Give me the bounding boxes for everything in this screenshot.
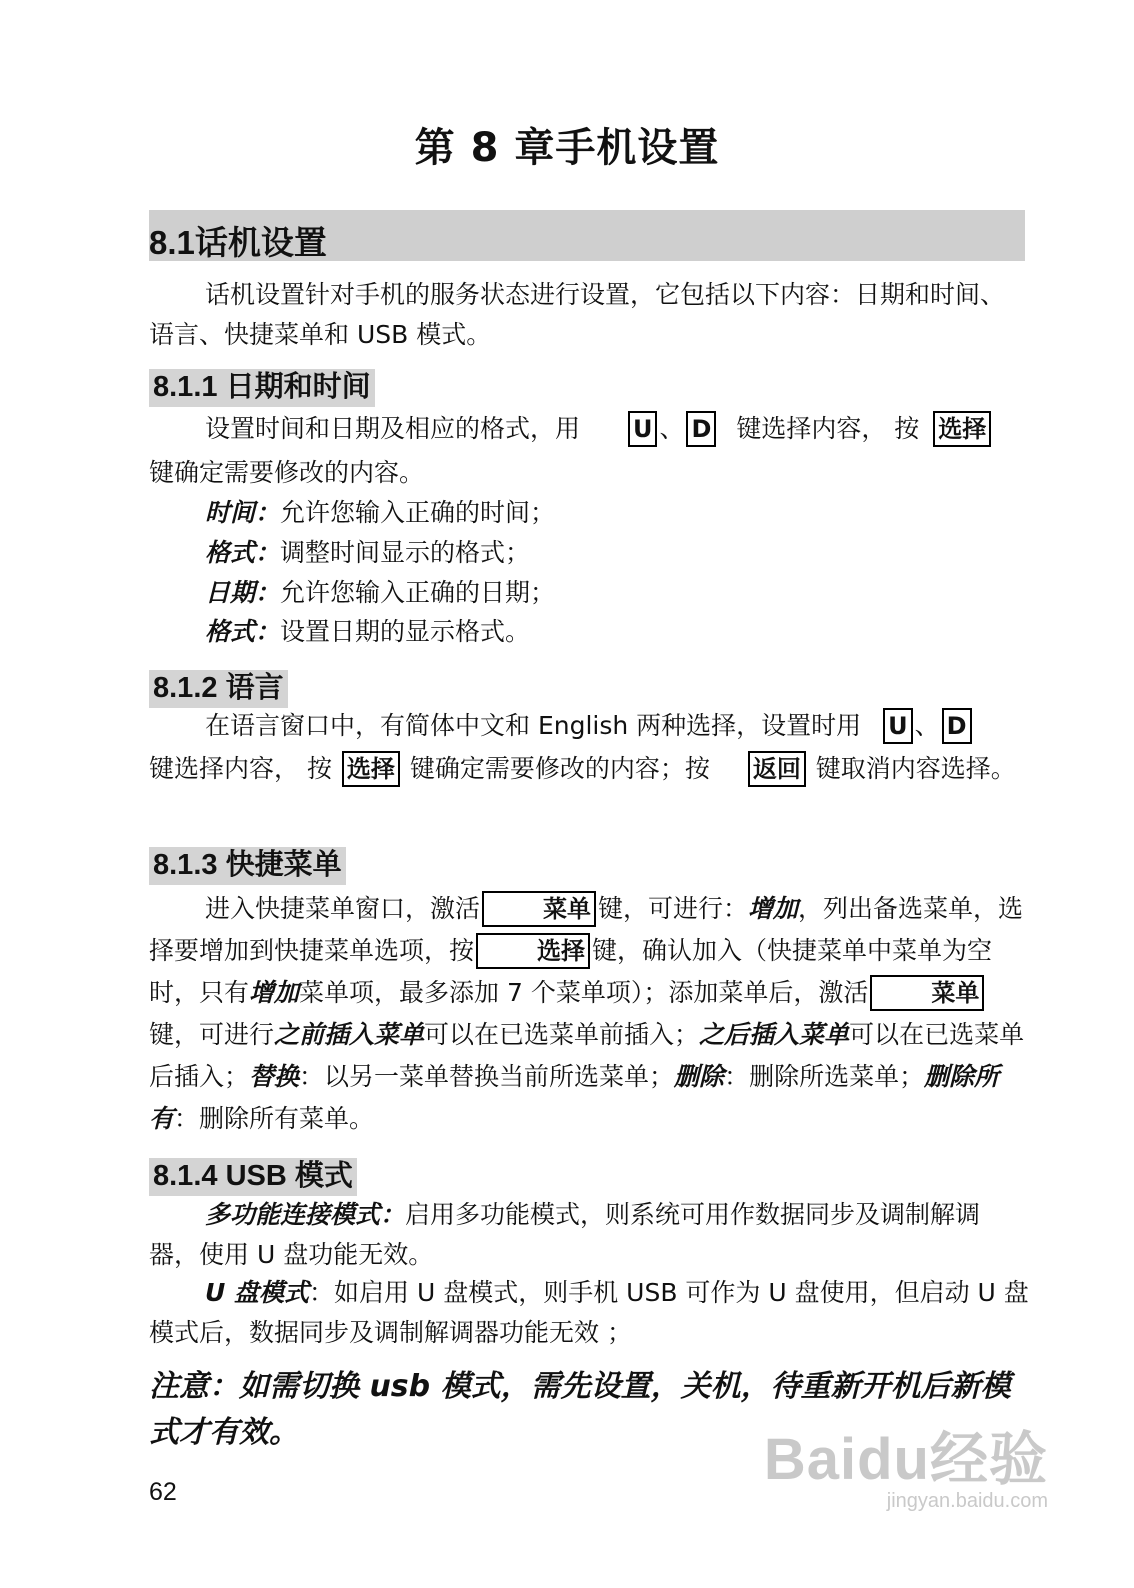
language-paragraph-line-2: 键选择内容， 按 选择 键确定需要修改的内容；按 返回 键取消内容选择。	[149, 751, 1016, 787]
subsection-title: USB	[225, 1160, 287, 1192]
key-u: U	[628, 411, 658, 447]
key-back: 返回	[748, 751, 806, 787]
key-select: 选择	[342, 751, 400, 787]
subsection-title: 语言	[225, 672, 284, 704]
datetime-paragraph-line-2: 键确定需要修改的内容。	[149, 458, 425, 487]
datetime-item: 日期：允许您输入正确的日期；	[205, 578, 556, 607]
datetime-item: 格式：设置日期的显示格式。	[205, 617, 531, 646]
subsection-title: 日期和时间	[225, 371, 371, 403]
subsection-8-1-4-heading: 8.1.4 USB 模式	[149, 1153, 357, 1194]
language-paragraph-line-1: 在语言窗口中，有简体中文和 English 两种选择，设置时用 U 、 D	[205, 708, 974, 744]
datetime-paragraph-line-1: 设置时间和日期及相应的格式，用 U 、 D 键选择内容， 按 选择	[205, 411, 993, 447]
key-d: D	[686, 411, 716, 447]
subsection-title: 快捷菜单	[225, 849, 342, 881]
subsection-number: 8.1.4	[153, 1160, 218, 1192]
baidu-jingyan-watermark	[764, 1412, 1048, 1513]
usb-multifunction-paragraph: 多功能连接模式：启用多功能模式，则系统可用作数据同步及调制解调器，使用 U 盘功能无效。	[149, 1200, 981, 1269]
subsection-8-1-2-heading	[149, 665, 288, 706]
shortcut-menu-paragraph: 进入快捷菜单窗口，激活 菜单 键，可进行：增加，列出备选菜单，选择要增加到快捷菜单选项，按 选择 键，确认加入（快捷菜单中菜单为空时，只有增加菜单项，最多添加 7 个菜单项）；添加菜单后，激活 菜单键，可进行之前插入菜单可以在已选菜单前插入；之后插入菜单可以在已选菜单后插入；替换：以另一菜单替换当前所选菜单；删除：删除所选菜单；删除所有：删除所有菜单。	[149, 888, 1029, 1140]
key-menu: 菜单	[870, 975, 984, 1011]
subsection-number: 8.1.3	[153, 849, 218, 881]
key-menu: 菜单	[482, 891, 596, 927]
page-number: 62	[149, 1478, 177, 1506]
key-select: 选择	[476, 933, 590, 969]
subsection-8-1-3-heading	[149, 842, 346, 883]
section-title: 8.1话机设置	[149, 224, 327, 261]
datetime-item: 格式：调整时间显示的格式；	[205, 538, 531, 567]
key-u: U	[883, 708, 913, 744]
subsection-number: 8.1.2	[153, 672, 218, 704]
datetime-item: 时间：允许您输入正确的时间；	[205, 498, 556, 527]
watermark-url: jingyan.baidu.com	[886, 1490, 1048, 1512]
subsection-number: 8.1.1	[153, 371, 218, 403]
usb-mode-note: 注意：如需切换 usb 模式，需先设置，关机，待重新开机后新模式才有效。	[149, 1369, 1011, 1450]
key-d: D	[942, 708, 972, 744]
intro-paragraph: 话机设置针对手机的服务状态进行设置，它包括以下内容：日期和时间、语言、快捷菜单和 USB 模式。	[149, 280, 1006, 349]
key-select: 选择	[933, 411, 991, 447]
usb-udisk-paragraph: U 盘模式：如启用 U 盘模式，则手机 USB 可作为 U 盘使用，但启动 U 盘模式后，数据同步及调制解调器功能无效 ；	[149, 1278, 1029, 1347]
chapter-title: 第 8 章手机设置	[414, 125, 720, 171]
subsection-8-1-1-heading	[149, 364, 375, 405]
watermark-brand: Baidu经验	[763, 1427, 1048, 1492]
